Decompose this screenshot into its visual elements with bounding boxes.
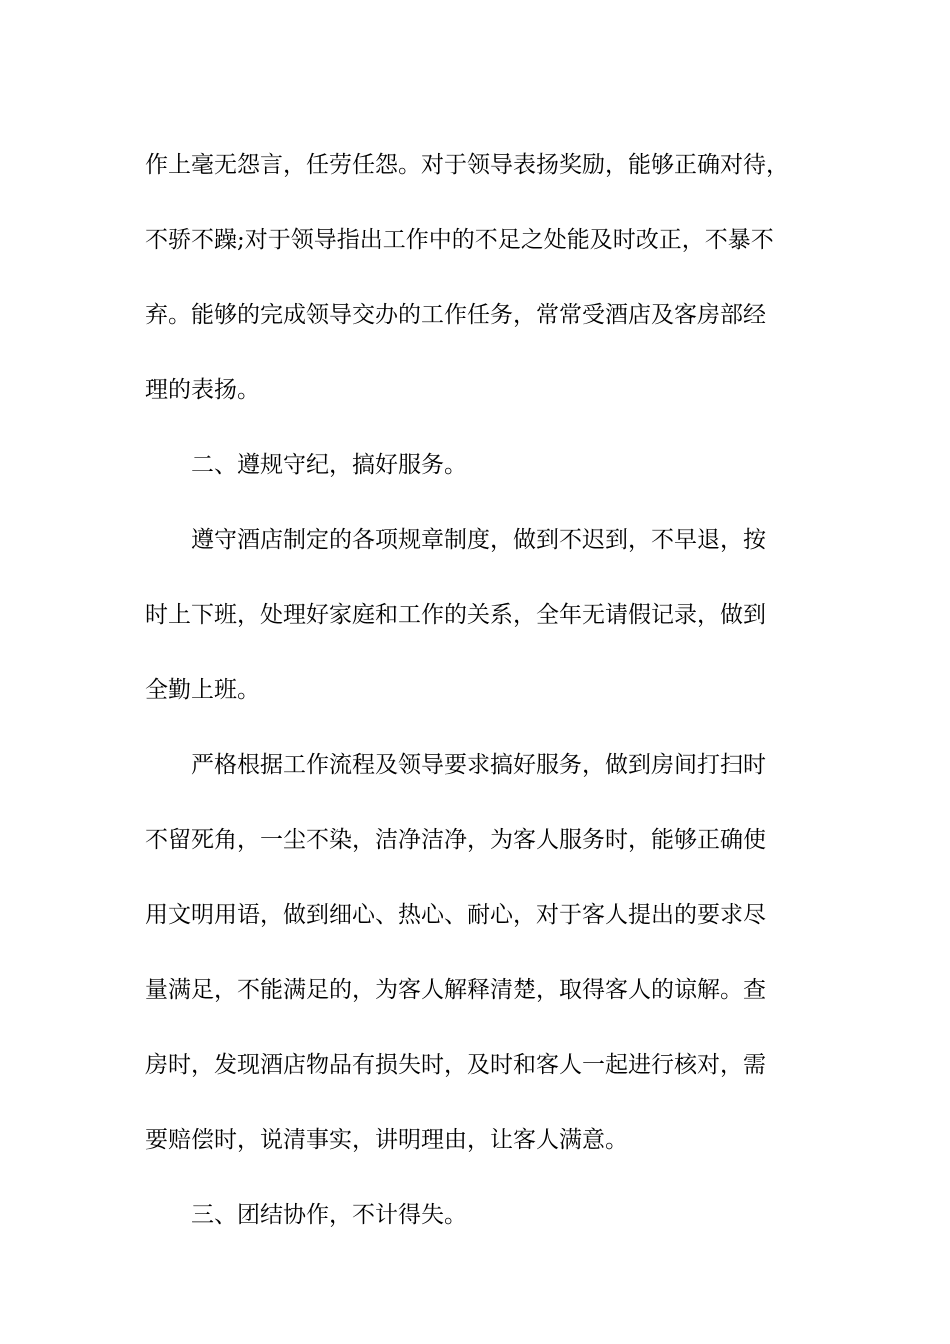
section-heading: 二、遵规守纪，搞好服务。 bbox=[191, 452, 467, 478]
document-body bbox=[145, 128, 825, 1253]
text-line: 不骄不躁;对于领导指出工作中的不足之处能及时改正，不暴不 bbox=[145, 227, 774, 253]
text-line: 遵守酒店制定的各项规章制度，做到不迟到，不早退，按 bbox=[191, 527, 766, 553]
text-line: 作上毫无怨言，任劳任怨。对于领导表扬奖励，能够正确对待， bbox=[145, 152, 789, 178]
text-line: 房时，发现酒店物品有损失时，及时和客人一起进行核对，需 bbox=[145, 1052, 766, 1078]
text-line: 理的表扬。 bbox=[145, 377, 260, 403]
text-line: 严格根据工作流程及领导要求搞好服务，做到房间打扫时 bbox=[191, 752, 766, 778]
text-line: 全勤上班。 bbox=[145, 677, 260, 703]
section-heading: 三、团结协作，不计得失。 bbox=[191, 1202, 467, 1228]
text-line: 弃。能够的完成领导交办的工作任务，常常受酒店及客房部经 bbox=[145, 302, 766, 328]
text-line: 量满足，不能满足的，为客人解释清楚，取得客人的谅解。查 bbox=[145, 977, 766, 1003]
text-line: 用文明用语，做到细心、热心、耐心，对于客人提出的要求尽 bbox=[145, 902, 766, 928]
text-line: 时上下班，处理好家庭和工作的关系，全年无请假记录，做到 bbox=[145, 602, 766, 628]
text-line: 要赔偿时，说清事实，讲明理由，让客人满意。 bbox=[145, 1127, 628, 1153]
text-line: 不留死角，一尘不染，洁净洁净，为客人服务时，能够正确使 bbox=[145, 827, 766, 853]
